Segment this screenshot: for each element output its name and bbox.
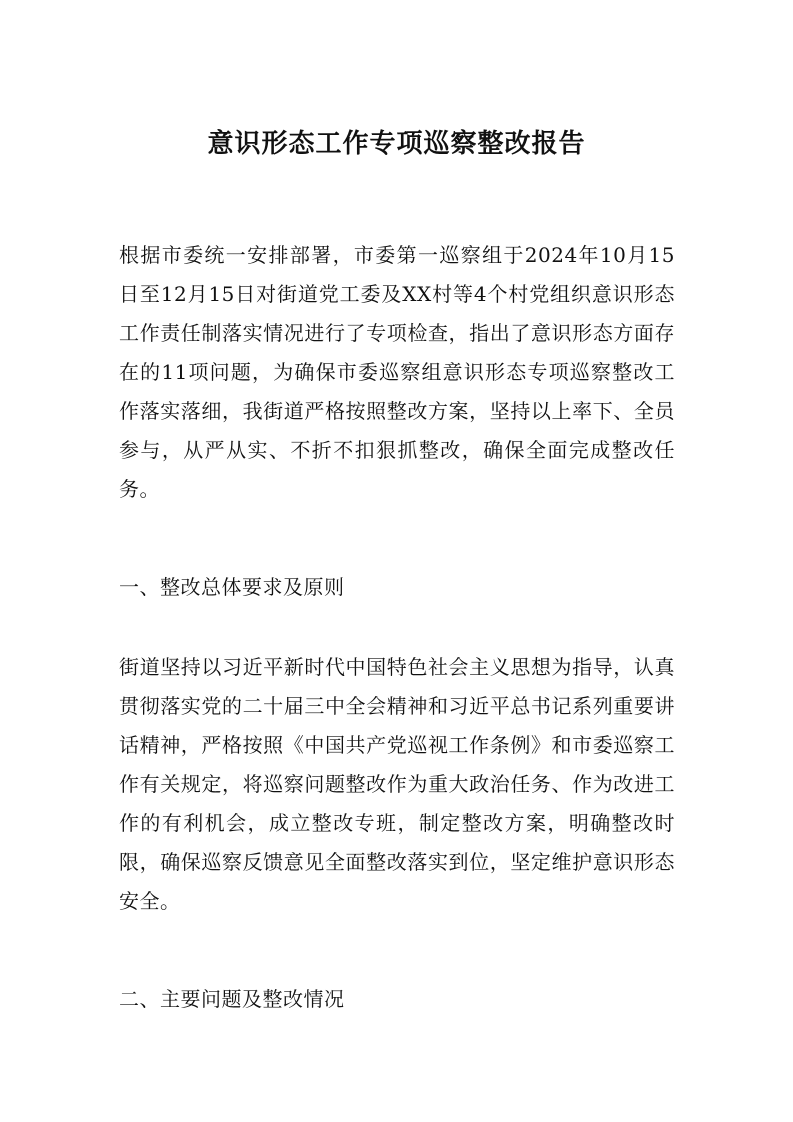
document-title: 意识形态工作专项巡察整改报告	[207, 129, 586, 159]
intro-paragraph: 根据市委统一安排部署，市委第一巡察组于2024年10月15日至12月15日对街道党工委及XX村等4个村党组织意识形态工作责任制落实情况进行了专项检查，指出了意识形态方面存在的11项问题，为确保市委巡察组意识形态专项巡察整改工作落实落细，我街道严格按照整改方案，坚持以上率下、全员参与，从严从实、不折不扣狠抓整改，确保全面完成整改任务。	[119, 243, 675, 501]
section-heading-1: 一、整改总体要求及原则	[119, 575, 345, 599]
requirements-paragraph: 街道坚持以习近平新时代中国特色社会主义思想为指导，认真贯彻落实党的二十届三中全会精神和习近平总书记系列重要讲话精神，严格按照《中国共产党巡视工作条例》和市委巡察工作有关规定，将巡察问题整改作为重大政治任务、作为改进工作的有利机会，成立整改专班，制定整改方案，明确整改时限，确保巡察反馈意见全面整改落实到位，坚定维护意识形态安全。	[119, 655, 675, 913]
section-heading-2: 二、主要问题及整改情况	[119, 987, 345, 1011]
